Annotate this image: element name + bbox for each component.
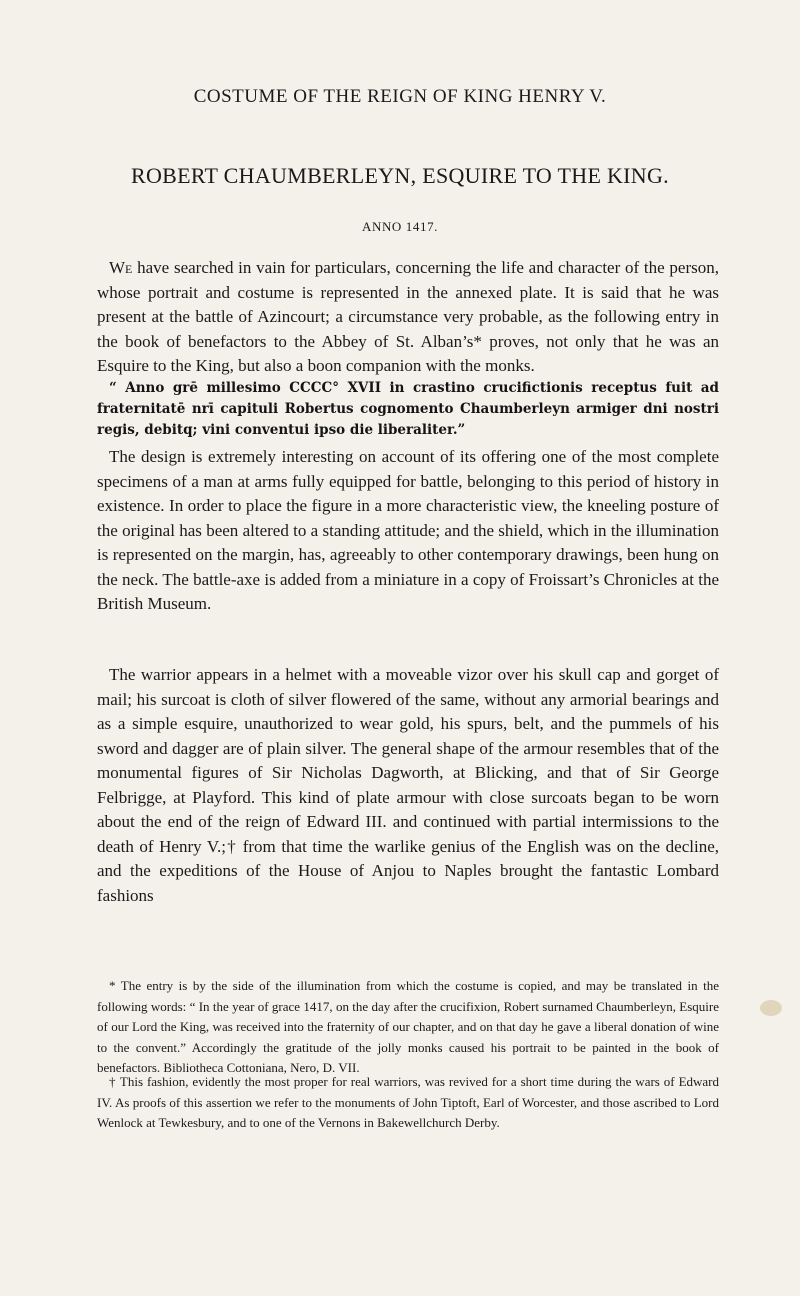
paragraph-intro (97, 256, 719, 379)
running-head: COSTUME OF THE REIGN OF KING HENRY V. (193, 86, 607, 107)
footnote-asterisk: * The entry is by the side of the illumination from which the costume is copied, and may be translated in the following words: “ In the year of grace 1417, on the day after the crucifixion, Robert surnamed Chaumberleyn, Esquire of our Lord the King, was received into the fraternity of our chapter, and on that day he gave a liberal donation of wine to the convent.” Accordingly the gratitude of the jolly monks caused his portrait to be painted in the book of benefactors. Bibliotheca Cottoniana, Nero, D. VII. (97, 978, 719, 1075)
paragraph-intro-lead: We (109, 258, 133, 277)
paper-stain (760, 1000, 782, 1016)
latin-quotation: “ Anno grē millesimo CCCC° XVII in crastino crucifictionis receptus fuit ad fraternitatē nrī capituli Robertus cognomento Chaumberleyn armiger dni nostri regis, debitq; vini conventui ipso die liberaliter.” (97, 380, 719, 438)
paragraph-warrior: The warrior appears in a helmet with a moveable vizor over his skull cap and gorget of mail; his surcoat is cloth of silver flowered of the same, without any armorial bearings and as a simple esquire, unauthorized to wear gold, his spurs, belt, and the pummels of his sword and dagger are of plain silver. The general shape of the armour resembles that of the monumental figures of Sir Nicholas Dagworth, at Blicking, and that of Sir George Felbrigge, at Playford. This kind of plate armour with close surcoats began to be worn about the end of the reign of Edward III. and continued with partial intermissions to the death of Henry V.;† from that time the warlike genius of the English was on the decline, and the expeditions of the House of Anjou to Naples brought the fantastic Lombard fashions (97, 665, 719, 905)
paragraph-design: The design is extremely interesting on account of its offering one of the most complete specimens of a man at arms fully equipped for battle, belonging to this period of history in existence. In order to place the figure in a more characteristic view, the kneeling posture of the original has been altered to a standing attitude; and the shield, which in the illumination is represented on the margin, has, agreeably to other contemporary drawings, been hung on the neck. The battle-axe is added from a miniature in a copy of Froissart’s Chronicles at the British Museum. (97, 447, 719, 613)
paragraph-intro-text: have searched in vain for particulars, concerning the life and character of the person, whose portrait and costume is represented in the annexed plate. It is said that he was present at the battle of Azincourt; a circumstance very probable, as the following entry in the book of benefactors to the Abbey of St. Alban’s* proves, not only that he was an Esquire to the King, but also a boon companion with the monks. (97, 258, 719, 375)
footnote-dagger: † This fashion, evidently the most proper for real warriors, was revived for a short time during the wars of Edward IV. As proofs of this assertion we refer to the monuments of John Tiptoft, Earl of Worcester, and those ascribed to Lord Wenlock at Tewkesbury, and to one of the Vernons in Bakewellchurch Derby. (97, 1074, 719, 1130)
chapter-title: ROBERT CHAUMBERLEYN, ESQUIRE TO THE KING. (131, 163, 669, 188)
anno-date: ANNO 1417. (361, 219, 439, 234)
